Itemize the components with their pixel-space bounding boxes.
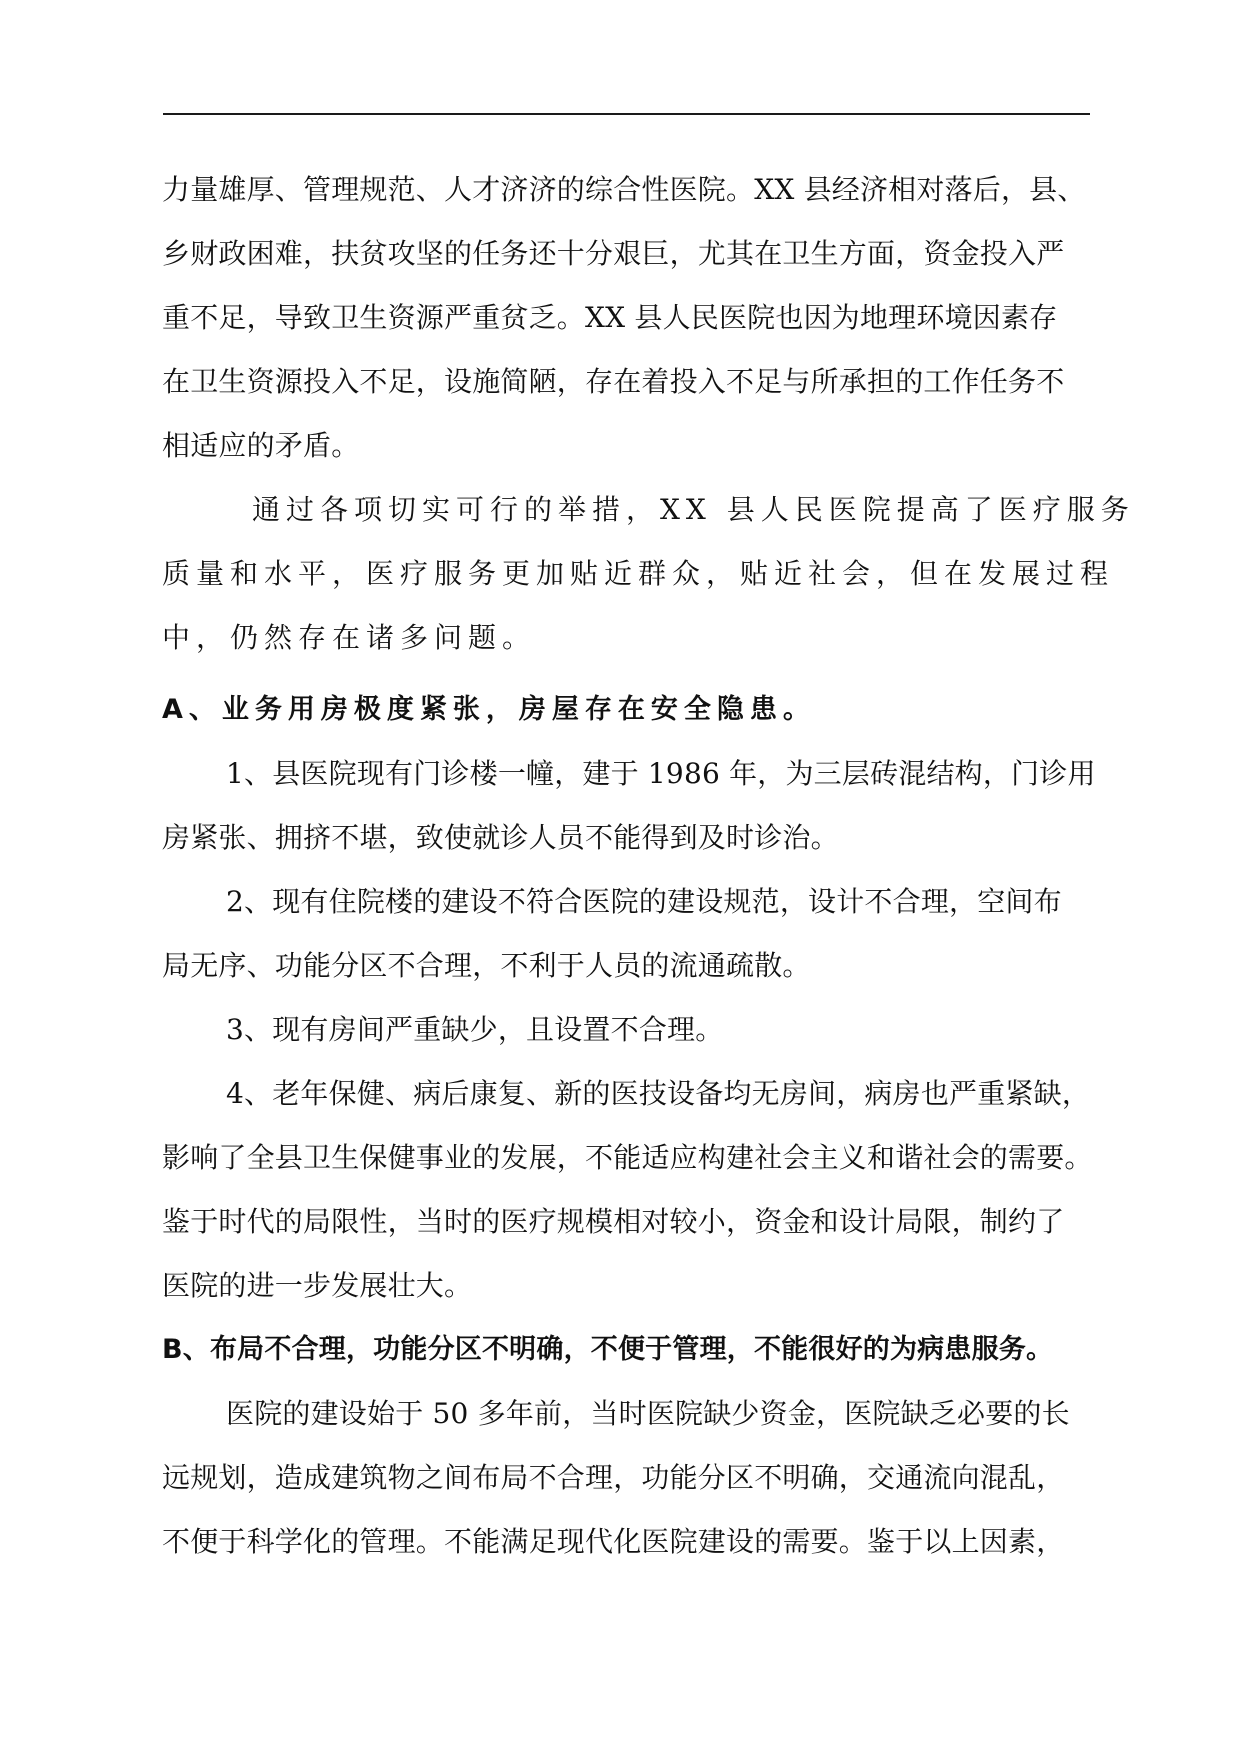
document-body [162, 158, 1135, 1574]
text-line: 局无序、功能分区不合理，不利于人员的流通疏散。 [162, 949, 811, 982]
list-item-1 [162, 742, 1096, 870]
text-line: 影响了全县卫生保健事业的发展，不能适应构建社会主义和谐社会的需要。 [162, 1141, 1093, 1174]
text-line: 相适应的矛盾。 [162, 429, 360, 462]
section-heading-a: A、业务用房极度紧张，房屋存在安全隐患。 [162, 694, 816, 725]
text-line: 1、县医院现有门诊楼一幢，建于 1986 年，为三层砖混结构，门诊用 [226, 757, 1096, 790]
text-line: 房紧张、拥挤不堪，致使就诊人员不能得到及时诊治。 [162, 821, 839, 854]
text-line: 质量和水平，医疗服务更加贴近群众，贴近社会，但在发展过程 [162, 557, 1115, 590]
text-line: 力量雄厚、管理规范、人才济济的综合性医院。XX 县经济相对落后，县、 [162, 173, 1086, 206]
text-line: 通过各项切实可行的举措，XX 县人民医院提高了医疗服务 [252, 493, 1135, 526]
list-item-2 [162, 870, 1090, 998]
text-line: 4、老年保健、病后康复、新的医技设备均无房间，病房也严重紧缺， [226, 1077, 1091, 1110]
text-line: 鉴于时代的局限性，当时的医疗规模相对较小，资金和设计局限，制约了 [162, 1205, 1065, 1238]
text-line: 医院的建设始于 50 多年前，当时医院缺少资金，医院缺乏必要的长 [226, 1397, 1070, 1430]
text-line: 在卫生资源投入不足，设施简陋，存在着投入不足与所承担的工作任务不 [162, 365, 1065, 398]
text-line: 远规划，造成建筑物之间布局不合理，功能分区不明确，交通流向混乱， [162, 1461, 1065, 1494]
paragraph-layout [162, 1382, 1090, 1574]
text-line: 乡财政困难，扶贫攻坚的任务还十分艰巨，尤其在卫生方面，资金投入严 [162, 237, 1065, 270]
text-line: 不便于科学化的管理。不能满足现代化医院建设的需要。鉴于以上因素， [162, 1525, 1065, 1558]
list-item-4 [162, 1062, 1093, 1318]
list-item-3 [162, 998, 1090, 1062]
text-line: 重不足，导致卫生资源严重贫乏。XX 县人民医院也因为地理环境因素存 [162, 301, 1058, 334]
paragraph-continuation [162, 158, 1090, 478]
paragraph-measures [162, 478, 1135, 670]
text-line: 医院的进一步发展壮大。 [162, 1269, 473, 1302]
section-heading-b: B、布局不合理，功能分区不明确，不便于管理，不能很好的为病患服务。 [162, 1334, 1054, 1365]
text-line: 2、现有住院楼的建设不符合医院的建设规范，设计不合理，空间布 [226, 885, 1062, 918]
header-rule [163, 113, 1090, 115]
text-line: 3、现有房间严重缺少，且设置不合理。 [226, 1013, 724, 1046]
text-line: 中，仍然存在诸多问题。 [162, 621, 537, 654]
